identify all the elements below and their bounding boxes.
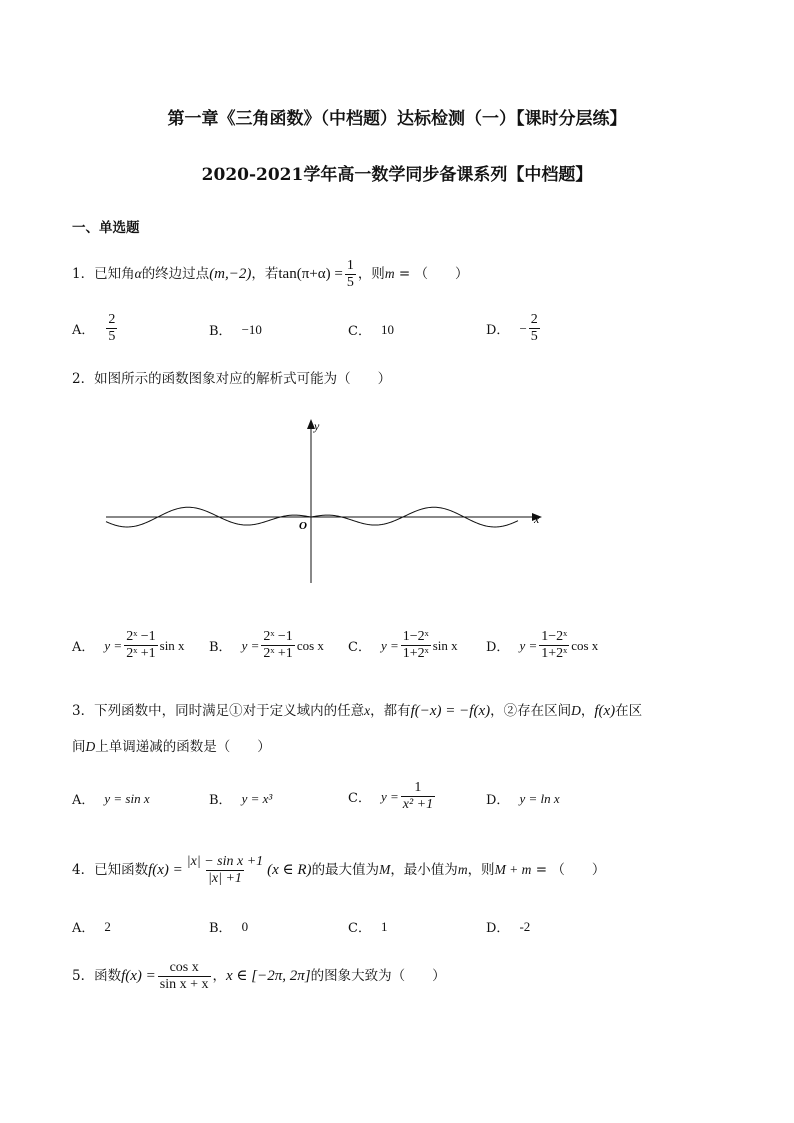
question-1: [72, 258, 468, 291]
q2-option-b: B． y = $\frac{\text{2ˣ −1}}{\text{2ˣ +1}}$ cos x: [209, 629, 324, 661]
math-alpha: α: [134, 266, 142, 281]
question-text: 已知角: [94, 266, 135, 282]
q4-option-c: C． 1: [348, 918, 388, 936]
q4-option-a: A． 2: [72, 918, 111, 936]
question-3: 3．下列函数中，同时满足①对于定义域内的任意x，都有f(−x) = −f(x)，②存在区间D，f(x)在区: [72, 703, 643, 719]
function-graph: [100, 415, 550, 590]
q1-option-c: C． 10: [348, 321, 394, 339]
question-number: 5．: [72, 968, 95, 984]
section-heading: 一、单选题: [72, 220, 140, 236]
question-5: 5．函数f(x) = $\frac{\text{cos x}}{\text{sin x + x}}$ ，x ∈ [−2π, 2π]的图象大致为（ ）: [72, 960, 446, 992]
question-4: 4．已知函数f(x) = $\frac{\text{|x| − sin x +1}}{|x| +1}$ (x ∈ R)的最大值为M，最小值为m，则M + m = （ ）: [72, 854, 606, 886]
question-2: [72, 369, 391, 389]
q3-option-d: D． y = ln x: [486, 790, 560, 808]
q1-option-b: B． −10: [209, 321, 262, 339]
question-text: ，则: [357, 266, 385, 282]
document-subtitle: 2020-2021学年高一数学同步备课系列【中档题】: [201, 165, 593, 185]
q3-option-c: C． y = $\frac{1}{\text{x² +1}}$: [348, 780, 434, 812]
q4-option-d: D． -2: [486, 918, 531, 936]
question-number: 4．: [72, 862, 95, 878]
question-text: 如图所示的函数图象对应的解析式可能为（ ）: [94, 371, 392, 387]
q1-option-a: A． $\frac{2}{5}$: [72, 312, 116, 344]
origin-label: O: [299, 520, 307, 532]
math-fraction: $\frac{1}{5}$: [346, 258, 354, 290]
q1-option-d: D． − $\frac{2}{5}$: [486, 312, 538, 344]
question-text: = （ ）: [394, 266, 469, 282]
q2-option-c: C． y = $\frac{\text{1−2ˣ}}{\text{1+2ˣ}}$ sin x: [348, 629, 458, 661]
question-number: 3．: [72, 703, 95, 719]
q3-option-a: A． y = sin x: [72, 790, 150, 808]
question-3-line-2: 间D上单调递减的函数是（ ）: [72, 739, 271, 755]
q2-option-a: A． y = $\frac{\text{2ˣ −1}}{\text{2ˣ +1}}$ sin x: [72, 629, 185, 661]
math-point: (m,−2): [209, 266, 252, 282]
question-text: 的终边过点: [141, 266, 210, 282]
question-text: ，若: [251, 266, 279, 282]
question-number: 2．: [72, 371, 95, 387]
q4-option-b: B． 0: [209, 918, 249, 936]
x-axis-label: x: [534, 512, 540, 526]
math-tan-expression: tan(π+α) =: [278, 266, 343, 282]
document-title: 第一章《三角函数》（中档题）达标检测（一）【课时分层练】: [167, 109, 627, 129]
question-number: 1．: [72, 266, 95, 282]
y-axis-label: y: [314, 419, 320, 433]
q3-option-b: B． y = x³: [209, 790, 273, 808]
math-variable: m: [384, 266, 395, 281]
q2-option-d: D． y = $\frac{\text{1−2ˣ}}{\text{1+2ˣ}}$ cos x: [486, 629, 599, 661]
